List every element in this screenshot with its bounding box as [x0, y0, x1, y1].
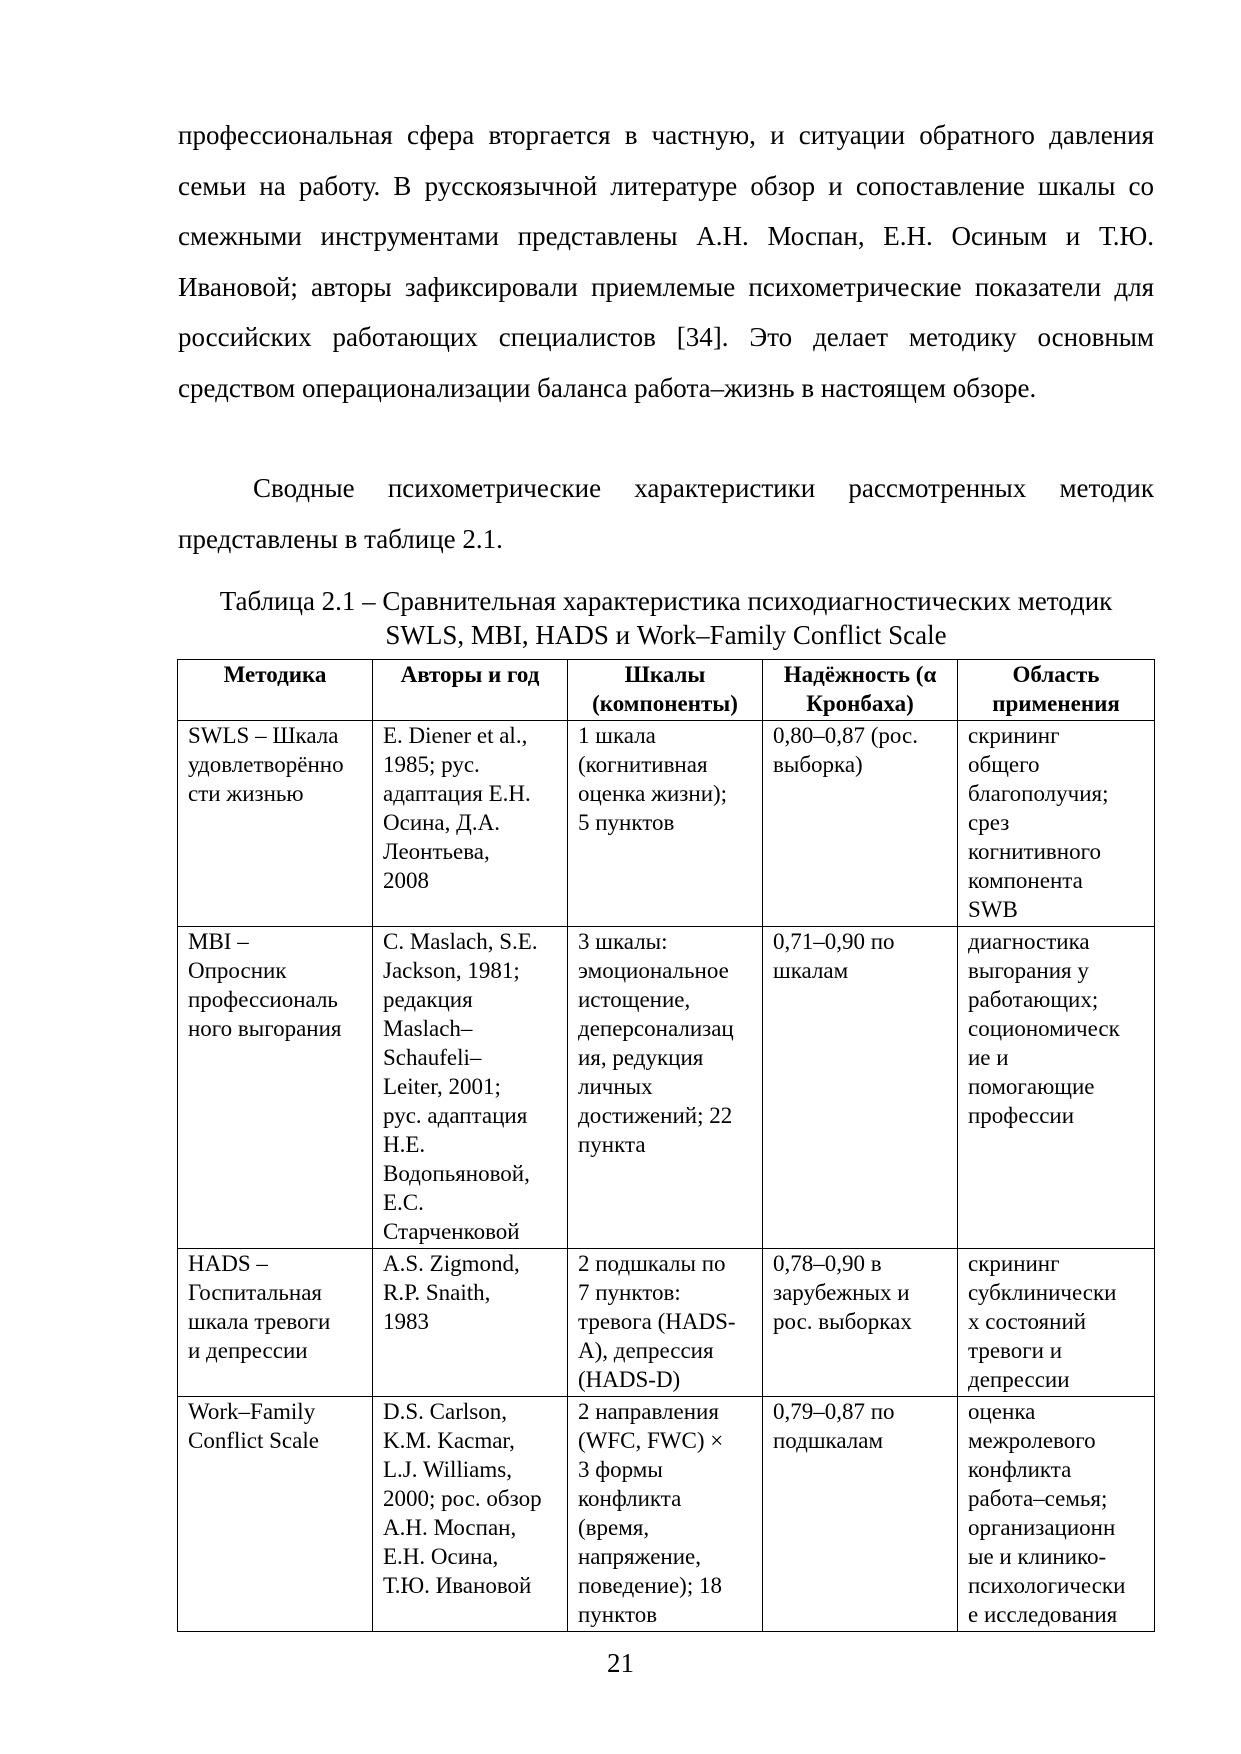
cell-line: 0,78–0,90 в: [773, 1251, 882, 1276]
cell-authors: [373, 721, 568, 927]
cell-line: оценка: [968, 1399, 1036, 1424]
table-body: [178, 721, 1155, 1632]
cell-scales: [568, 721, 763, 927]
header-line: Шкалы: [624, 662, 706, 687]
cell-line: профессии: [968, 1103, 1075, 1128]
cell-line: C. Maslach, S.E.: [383, 929, 538, 954]
cell-line: рус. адаптация: [383, 1103, 528, 1128]
cell-line: A), депрессия: [578, 1338, 714, 1363]
cell-line: выборка): [773, 752, 863, 777]
cell-line: конфликта: [968, 1457, 1072, 1482]
cell-line: профессиональ: [188, 987, 338, 1012]
cell-line: Schaufeli–: [383, 1045, 482, 1070]
cell-method: [178, 927, 373, 1249]
cell-line: D.S. Carlson,: [383, 1399, 507, 1424]
header-scales: [568, 660, 763, 721]
cell-line: истощение,: [578, 987, 691, 1012]
cell-line: тревоги и: [968, 1338, 1063, 1363]
cell-line: 2000; рос. обзор: [383, 1486, 542, 1511]
cell-scales: [568, 927, 763, 1249]
cell-authors: [373, 1397, 568, 1632]
cell-line: 0,79–0,87 по: [773, 1399, 895, 1424]
cell-line: Госпитальная: [188, 1280, 322, 1305]
cell-line: скрининг: [968, 1251, 1060, 1276]
table-row: [178, 1249, 1155, 1397]
cell-line: 1983: [383, 1309, 429, 1334]
cell-line: 1 шкала: [578, 723, 656, 748]
cell-line: пунктов: [578, 1602, 658, 1627]
cell-line: помогающие: [968, 1074, 1095, 1099]
cell-line: шкала тревоги: [188, 1309, 331, 1334]
cell-line: пункта: [578, 1132, 646, 1157]
cell-authors: [373, 1249, 568, 1397]
table-caption-line-1: Таблица 2.1 – Сравнительная характеристика психодиагностических методик: [219, 586, 1113, 616]
cell-line: (HADS-D): [578, 1367, 681, 1392]
cell-line: Осина, Д.А.: [383, 810, 500, 835]
header-application: [958, 660, 1155, 721]
cell-reliability: [763, 1397, 958, 1632]
page-number: 21: [607, 1648, 634, 1678]
cell-reliability: [763, 927, 958, 1249]
cell-line: зарубежных и: [773, 1280, 910, 1305]
cell-line: 2 подшкалы по: [578, 1251, 726, 1276]
cell-line: Е.С.: [383, 1190, 424, 1215]
cell-scales: [568, 1397, 763, 1632]
cell-application: [958, 927, 1155, 1249]
cell-application: [958, 1397, 1155, 1632]
cell-line: адаптация Е.Н.: [383, 781, 531, 806]
cell-line: 0,80–0,87 (рос.: [773, 723, 918, 748]
cell-line: Водопьяновой,: [383, 1161, 530, 1186]
cell-line: 3 шкалы:: [578, 929, 668, 954]
cell-line: ия, редукция: [578, 1045, 704, 1070]
cell-line: конфликта: [578, 1486, 682, 1511]
cell-line: 3 формы: [578, 1457, 663, 1482]
cell-line: Леонтьева,: [383, 839, 490, 864]
cell-line: Conflict Scale: [188, 1428, 319, 1453]
cell-line: сти жизнью: [188, 781, 304, 806]
cell-line: Старченковой: [383, 1219, 520, 1244]
cell-line: ного выгорания: [188, 1016, 342, 1041]
cell-line: Leiter, 2001;: [383, 1074, 501, 1099]
cell-application: [958, 721, 1155, 927]
body-paragraph-1: профессиональная сфера вторгается в частную, и ситуации обратного давления семьи на работу. В русскоязычной литературе обзор и сопоставление шкалы со смежными инструментами представлены А.Н. Моспан, Е.Н. Осиным и Т.Ю. Ивановой; авторы зафиксировали приемлемые психометрические показатели для российских работающих специалистов [34]. Это делает методику основным средством операционализации баланса работа–жизнь в настоящем обзоре.: [178, 120, 1154, 403]
table-caption: [178, 584, 1154, 652]
cell-line: подшкалам: [773, 1428, 884, 1453]
cell-line: шкалам: [773, 958, 849, 983]
cell-line: Jackson, 1981;: [383, 958, 520, 983]
cell-line: организационн: [968, 1515, 1116, 1540]
cell-line: SWLS – Шкала: [188, 723, 339, 748]
cell-line: ие и: [968, 1045, 1009, 1070]
cell-line: MBI –: [188, 929, 249, 954]
cell-line: А.Н. Моспан,: [383, 1515, 517, 1540]
header-line: Область: [1012, 662, 1100, 687]
cell-reliability: [763, 1249, 958, 1397]
cell-line: редакция: [383, 987, 473, 1012]
cell-method: [178, 1397, 373, 1632]
cell-line: 5 пунктов: [578, 810, 675, 835]
table-header-row: [178, 660, 1155, 721]
cell-authors: [373, 927, 568, 1249]
header-line: Кронбаха): [806, 691, 914, 716]
cell-line: социономическ: [968, 1016, 1120, 1041]
cell-line: R.P. Snaith,: [383, 1280, 491, 1305]
cell-line: диагностика: [968, 929, 1090, 954]
cell-line: Н.Е.: [383, 1132, 426, 1157]
cell-line: удовлетворённо: [188, 752, 344, 777]
cell-line: L.J. Williams,: [383, 1457, 512, 1482]
cell-method: [178, 721, 373, 927]
cell-line: и депрессии: [188, 1338, 308, 1363]
cell-line: тревога (HADS-: [578, 1309, 736, 1334]
header-method: [178, 660, 373, 721]
cell-line: K.M. Kacmar,: [383, 1428, 515, 1453]
cell-line: (время,: [578, 1515, 650, 1540]
cell-line: E. Diener et al.,: [383, 723, 528, 748]
cell-line: рос. выборках: [773, 1309, 912, 1334]
cell-line: деперсонализац: [578, 1016, 734, 1041]
cell-line: работающих;: [968, 987, 1099, 1012]
cell-line: срез: [968, 810, 1010, 835]
table-row: [178, 721, 1155, 927]
cell-line: достижений; 22: [578, 1103, 733, 1128]
cell-line: напряжение,: [578, 1544, 701, 1569]
cell-line: Т.Ю. Ивановой: [383, 1573, 532, 1598]
cell-line: общего: [968, 752, 1040, 777]
cell-line: субклинически: [968, 1280, 1117, 1305]
cell-line: 2 направления: [578, 1399, 719, 1424]
cell-line: работа–семья;: [968, 1486, 1108, 1511]
cell-line: (когнитивная: [578, 752, 708, 777]
cell-line: депрессии: [968, 1367, 1070, 1392]
header-line: (компоненты): [592, 691, 738, 716]
cell-line: Опросник: [188, 958, 287, 983]
cell-line: Е.Н. Осина,: [383, 1544, 499, 1569]
cell-method: [178, 1249, 373, 1397]
cell-scales: [568, 1249, 763, 1397]
methods-comparison-table: [177, 659, 1155, 1632]
cell-line: SWB: [968, 897, 1018, 922]
cell-line: 2008: [383, 868, 429, 893]
cell-line: межролевого: [968, 1428, 1096, 1453]
header-authors: [373, 660, 568, 721]
cell-line: когнитивного: [968, 839, 1101, 864]
cell-line: Maslach–: [383, 1016, 473, 1041]
cell-line: личных: [578, 1074, 653, 1099]
cell-line: 0,71–0,90 по: [773, 929, 895, 954]
header-line: Методика: [223, 662, 327, 687]
cell-line: х состояний: [968, 1309, 1087, 1334]
header-line: применения: [992, 691, 1120, 716]
cell-line: оценка жизни);: [578, 781, 728, 806]
cell-line: (WFC, FWC) ×: [578, 1428, 724, 1453]
cell-line: эмоциональное: [578, 958, 729, 983]
cell-application: [958, 1249, 1155, 1397]
table-caption-line-2: SWLS, MBI, HADS и Work–Family Conflict Scale: [385, 620, 947, 650]
header-line: Надёжность (α: [783, 662, 937, 687]
table-row: [178, 1397, 1155, 1632]
cell-line: 1985; рус.: [383, 752, 480, 777]
cell-line: HADS –: [188, 1251, 268, 1276]
cell-line: е исследования: [968, 1602, 1118, 1627]
header-line: Авторы и год: [400, 662, 540, 687]
cell-line: скрининг: [968, 723, 1060, 748]
table-row: [178, 927, 1155, 1249]
cell-line: выгорания у: [968, 958, 1089, 983]
cell-reliability: [763, 721, 958, 927]
cell-line: психологически: [968, 1573, 1126, 1598]
cell-line: благополучия;: [968, 781, 1109, 806]
body-paragraph-2: Сводные психометрические характеристики рассмотренных методик представлены в таблице 2.1.: [178, 473, 1154, 554]
cell-line: A.S. Zigmond,: [383, 1251, 520, 1276]
cell-line: Work–Family: [188, 1399, 316, 1424]
cell-line: поведение); 18: [578, 1573, 722, 1598]
cell-line: ые и клинико-: [968, 1544, 1107, 1569]
cell-line: компонента: [968, 868, 1083, 893]
cell-line: 7 пунктов:: [578, 1280, 681, 1305]
header-reliability: [763, 660, 958, 721]
